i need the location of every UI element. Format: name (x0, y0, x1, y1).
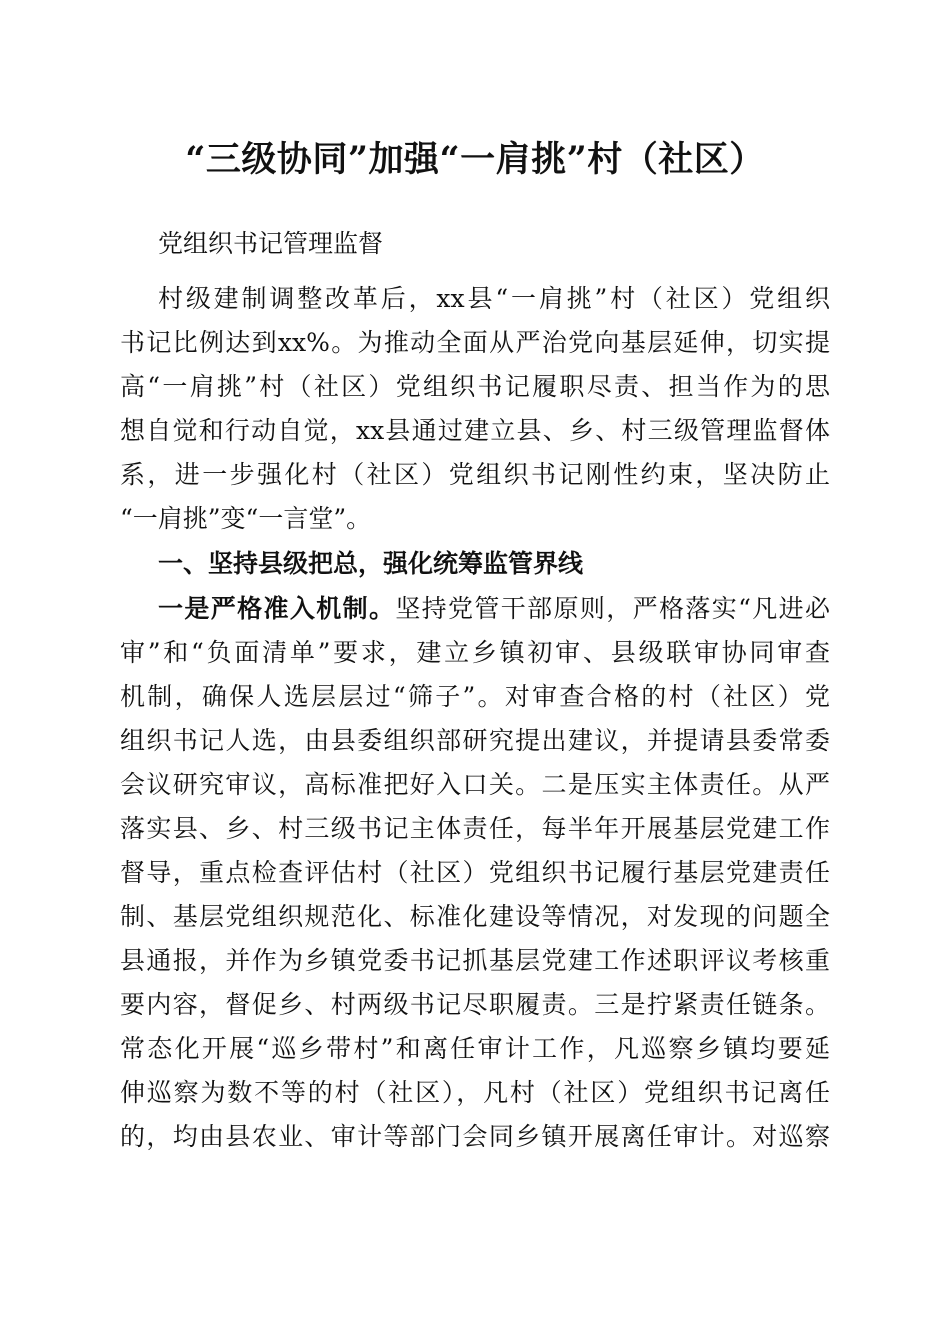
intro-line: 高“一肩挑”村（社区）党组织书记履职尽责、担当作为的思 (120, 372, 830, 401)
body-line: 县通报，并作为乡镇党委书记抓基层党建工作述职评议考核重 (120, 946, 830, 975)
body-line: 常态化开展“巡乡带村”和离任审计工作，凡巡察乡镇均要延 (120, 1034, 830, 1063)
intro-line: 想自觉和行动自觉，xx县通过建立县、乡、村三级管理监督体 (120, 416, 830, 445)
intro-line: 系，进一步强化村（社区）党组织书记刚性约束，坚决防止 (120, 460, 830, 489)
body-line: 组织书记人选，由县委组织部研究提出建议，并提请县委常委 (120, 726, 830, 755)
section-heading: 一、坚持县级把总，强化统筹监管界线 (158, 549, 584, 578)
body-line: 审”和“负面清单”要求，建立乡镇初审、县级联审协同审查 (120, 638, 830, 667)
intro-line: 村级建制调整改革后，xx县“一肩挑”村（社区）党组织 (158, 284, 830, 313)
body-line-first (158, 587, 830, 631)
body-line: 制、基层党组织规范化、标准化建设等情况，对发现的问题全 (120, 902, 830, 931)
body-text: 坚持党管干部原则，严格落实“凡进必 (395, 594, 830, 623)
document-subtitle: 党组织书记管理监督 (158, 229, 384, 258)
body-line: 会议研究审议，高标准把好入口关。二是压实主体责任。从严 (120, 770, 830, 799)
intro-line: “一肩挑”变“一言堂”。 (120, 504, 372, 533)
intro-line: 书记比例达到xx%。为推动全面从严治党向基层延伸，切实提 (120, 328, 830, 357)
bold-lead: 一是严格准入机制。 (158, 594, 396, 623)
document-title: “三级协同”加强“一肩挑”村（社区） (185, 139, 765, 180)
body-line: 伸巡察为数不等的村（社区），凡村（社区）党组织书记离任 (120, 1078, 830, 1107)
body-line: 落实县、乡、村三级书记主体责任，每半年开展基层党建工作 (120, 814, 830, 843)
body-line: 的，均由县农业、审计等部门会同乡镇开展离任审计。对巡察 (120, 1122, 830, 1151)
body-line: 机制，确保人选层层过“筛子”。对审查合格的村（社区）党 (120, 682, 830, 711)
body-line: 要内容，督促乡、村两级书记尽职履责。三是拧紧责任链条。 (120, 990, 830, 1019)
body-line: 督导，重点检查评估村（社区）党组织书记履行基层党建责任 (120, 858, 830, 887)
